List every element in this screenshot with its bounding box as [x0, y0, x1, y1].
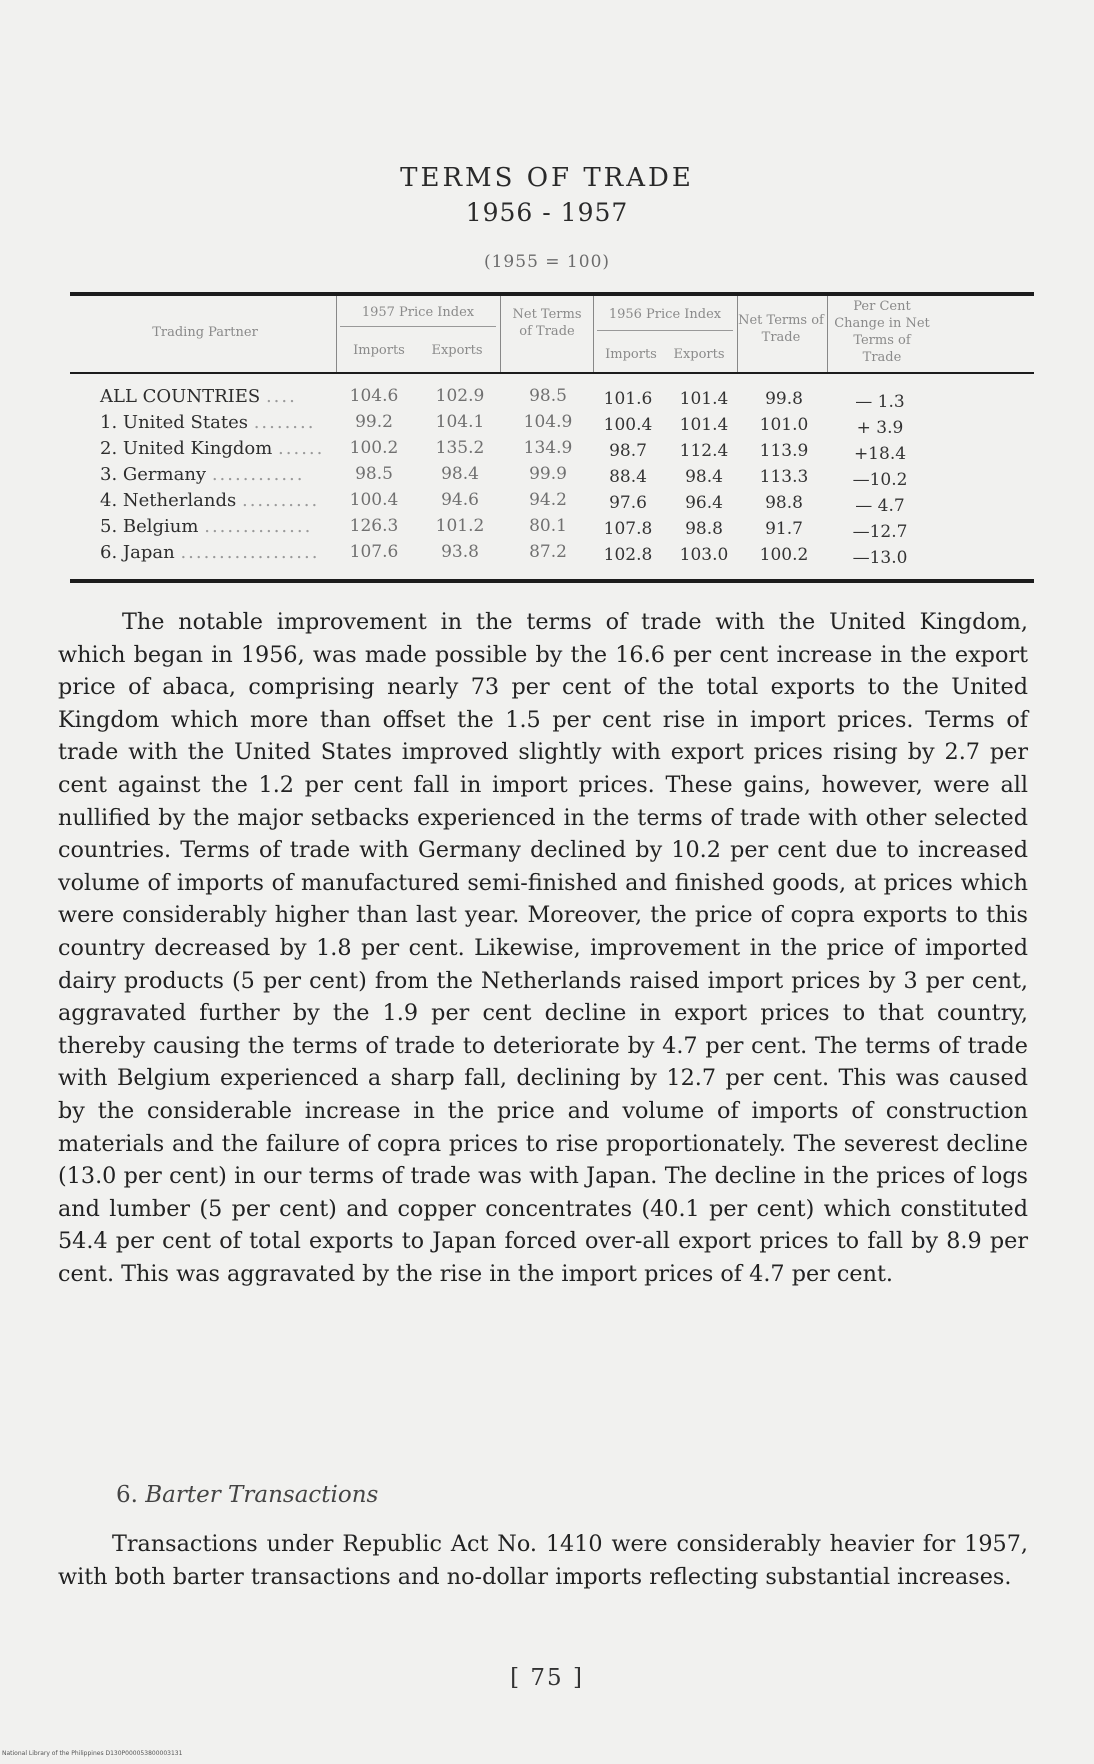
- country-cell: [100, 438, 324, 459]
- header-net-terms-1957: Net Terms of Trade: [512, 307, 582, 339]
- table-cell: 102.9: [435, 386, 485, 406]
- table-header-rule: [70, 372, 1034, 374]
- header-1957-price-index: 1957 Price Index: [361, 305, 475, 320]
- table-cell: 91.7: [765, 519, 803, 539]
- table-cell: 97.6: [609, 493, 647, 513]
- country-cell: [100, 490, 319, 511]
- table-cell: +18.4: [853, 444, 907, 464]
- page-number: [ 75 ]: [510, 1665, 584, 1691]
- header-exports-1956: Exports: [673, 347, 725, 362]
- table-cell: 99.2: [355, 412, 393, 432]
- body-paragraph: The notable improvement in the terms of trade with the United Kingdom, which began in 1956, was made possible by the 16.6 per cent increase in the export price of abaca, comprising nearly 73 per cent of the total exports to the United Kingdom which more than offset the 1.5 per cent rise in import prices. Terms of trade with the United States improved slightly with export prices rising by 2.7 per cent against the 1.2 per cent fall in import prices. These gains, however, were all nullified by the major setbacks experienced in the terms of trade with other selected countries. Terms of trade with Germany declined by 10.2 per cent due to increased volume of imports of manufactured semi-finished and finished goods, at prices which were considerably higher than last year. Moreover, the price of copra exports to this country decreased by 1.8 per cent. Likewise, improvement in the price of imported dairy products (5 per cent) from the Netherlands raised import prices by 3 per cent, aggravated further by the 1.9 per cent decline in export prices to that country, thereby causing the terms of trade to deteriorate by 4.7 per cent. The terms of trade with Belgium experienced a sharp fall, declining by 12.7 per cent. This was caused by the considerable increase in the price and volume of imports of construction materials and the failure of copra prices to rise proportionately. The severest decline (13.0 per cent) in our terms of trade was with Japan. The decline in the prices of logs and lumber (5 per cent) and copper concentrates (40.1 per cent) which constituted 54.4 per cent of total exports to Japan forced over-all export prices to fall by 8.9 per cent. This was aggravated by the rise in the import prices of 4.7 per cent.: [58, 609, 1028, 1287]
- table-cell: 107.6: [349, 542, 399, 562]
- country-cell: [100, 386, 297, 407]
- table-cell: + 3.9: [856, 418, 904, 438]
- table-cell: 80.1: [529, 516, 567, 536]
- header-subrule: [597, 330, 733, 331]
- header-subrule: [340, 326, 496, 327]
- country-name: 3. Germany: [100, 464, 207, 485]
- country-name: ALL COUNTRIES: [100, 386, 261, 407]
- column-divider: [827, 296, 828, 372]
- leader-dots: ..............: [204, 516, 313, 537]
- country-name: 5. Belgium: [100, 516, 199, 537]
- section-number: 6.: [116, 1482, 138, 1508]
- country-cell: [100, 516, 312, 537]
- table-cell: 134.9: [523, 438, 573, 458]
- table-bottom-rule: [70, 579, 1034, 583]
- table-cell: 98.8: [765, 493, 803, 513]
- table-cell: 93.8: [441, 542, 479, 562]
- header-imports-1957: Imports: [353, 343, 405, 358]
- table-cell: 94.2: [529, 490, 567, 510]
- table-cell: —10.2: [852, 470, 908, 490]
- table-cell: 101.4: [679, 389, 729, 409]
- table-cell: —13.0: [852, 548, 908, 568]
- country-cell: [100, 464, 305, 485]
- table-cell: 113.9: [759, 441, 809, 461]
- table-cell: 104.9: [523, 412, 573, 432]
- leader-dots: ............: [211, 464, 305, 485]
- table-cell: 98.7: [609, 441, 647, 461]
- column-divider: [336, 296, 337, 372]
- table-cell: 98.4: [685, 467, 723, 487]
- column-divider: [593, 296, 594, 372]
- table-cell: — 1.3: [855, 392, 905, 412]
- header-imports-1956: Imports: [605, 347, 657, 362]
- country-name: 6. Japan: [100, 542, 175, 563]
- table-cell: 104.6: [349, 386, 399, 406]
- table-cell: 98.4: [441, 464, 479, 484]
- table-cell: 87.2: [529, 542, 567, 562]
- header-trading-partner: Trading Partner: [152, 325, 258, 340]
- leader-dots: ..........: [241, 490, 320, 511]
- section-heading: [116, 1482, 378, 1508]
- table-cell: 100.2: [759, 545, 809, 565]
- table-cell: 100.4: [603, 415, 653, 435]
- header-percent-change: Per Cent Change in Net Terms of Trade: [834, 299, 930, 365]
- header-net-terms-1956: Net Terms of Trade: [738, 313, 824, 345]
- header-1956-price-index: 1956 Price Index: [608, 307, 722, 322]
- table-cell: 102.8: [603, 545, 653, 565]
- table-cell: 96.4: [685, 493, 723, 513]
- table-cell: 98.8: [685, 519, 723, 539]
- year-range: 1956 - 1957: [465, 198, 629, 227]
- table-cell: 99.9: [529, 464, 567, 484]
- country-name: 1. United States: [100, 412, 248, 433]
- table-cell: 101.6: [603, 389, 653, 409]
- country-name: 2. United Kingdom: [100, 438, 273, 459]
- table-cell: 107.8: [603, 519, 653, 539]
- table-cell: — 4.7: [855, 496, 905, 516]
- leader-dots: ..................: [180, 542, 320, 563]
- table-cell: 113.3: [759, 467, 809, 487]
- table-cell: 101.2: [435, 516, 485, 536]
- table-top-rule: [70, 292, 1034, 296]
- library-footer: National Library of the Philippines D130P000053800003131: [2, 1750, 183, 1757]
- table-cell: 104.1: [435, 412, 485, 432]
- table-cell: 101.4: [679, 415, 729, 435]
- section-title: Barter Transactions: [145, 1482, 379, 1508]
- table-cell: 112.4: [679, 441, 729, 461]
- table-cell: 100.4: [349, 490, 399, 510]
- table-cell: 98.5: [355, 464, 393, 484]
- table-cell: 103.0: [679, 545, 729, 565]
- page-title: TERMS OF TRADE: [400, 163, 694, 193]
- leader-dots: ......: [278, 438, 325, 459]
- table-cell: 126.3: [349, 516, 399, 536]
- table-cell: 94.6: [441, 490, 479, 510]
- table-cell: 98.5: [529, 386, 567, 406]
- country-cell: [100, 542, 319, 563]
- column-divider: [500, 296, 501, 372]
- country-cell: [100, 412, 315, 433]
- body-paragraph: Transactions under Republic Act No. 1410 were considerably heavier for 1957, with both barter transactions and no-dollar imports reflecting substantial increases.: [58, 1531, 1028, 1590]
- table-cell: 99.8: [765, 389, 803, 409]
- table-cell: 135.2: [435, 438, 485, 458]
- base-year-note: (1955 = 100): [483, 252, 611, 272]
- table-cell: 101.0: [759, 415, 809, 435]
- leader-dots: ....: [265, 386, 297, 407]
- table-cell: 100.2: [349, 438, 399, 458]
- terms-of-trade-table: [70, 292, 1034, 587]
- table-cell: 88.4: [609, 467, 647, 487]
- country-name: 4. Netherlands: [100, 490, 237, 511]
- header-exports-1957: Exports: [431, 343, 483, 358]
- leader-dots: ........: [253, 412, 316, 433]
- table-cell: —12.7: [852, 522, 908, 542]
